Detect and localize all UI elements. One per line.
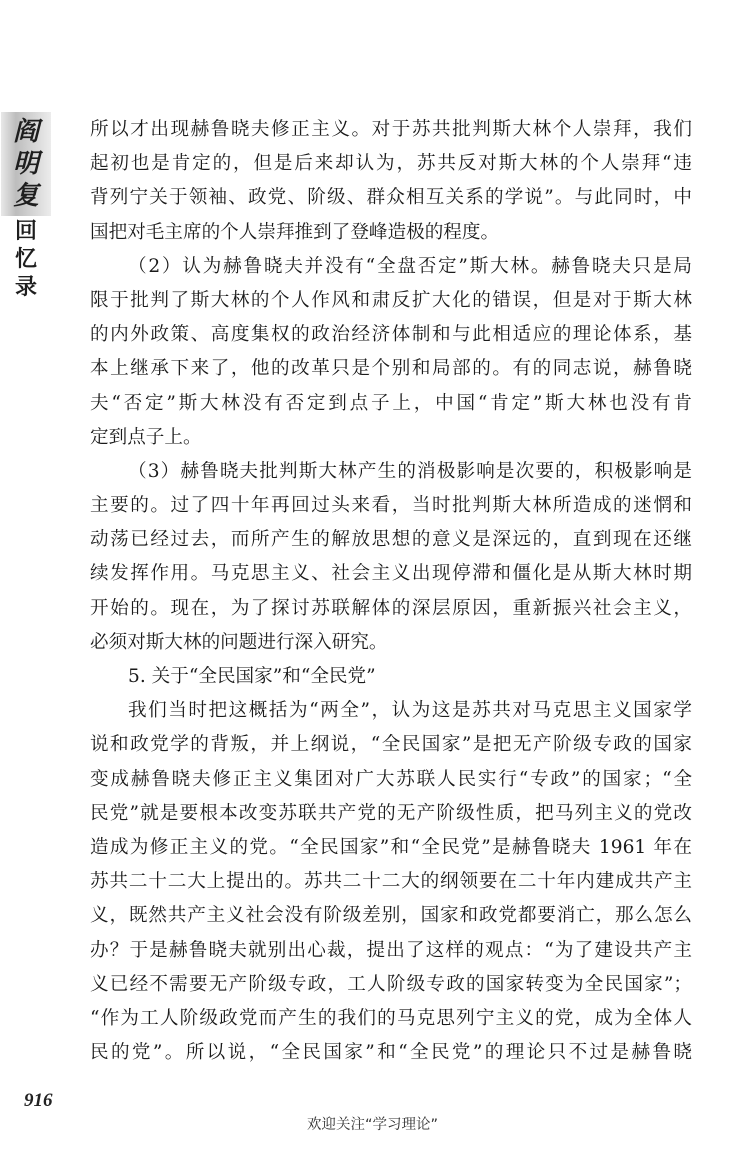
text-line: 续发挥作用。马克思主义、社会主义出现停滞和僵化是从斯大林时期 xyxy=(90,563,692,585)
text-line: 的内外政策、高度集权的政治经济体制和与此相适应的理论体系，基 xyxy=(90,324,692,346)
text-line: 义已经不需要无产阶级专政，工人阶级专政的国家转变为全民国家”； xyxy=(90,973,692,995)
text-line: 本上继承下来了，他的改革只是个别和局部的。有的同志说，赫鲁晓 xyxy=(90,358,692,380)
memoir-char-1: 回 xyxy=(14,219,37,244)
text-line: 办？于是赫鲁晓夫就别出心裁，提出了这样的观点：“为了建设共产主 xyxy=(90,939,692,961)
text-line: 起初也是肯定的，但是后来却认为，苏共反对斯大林的个人崇拜“违 xyxy=(90,153,692,175)
side-book-title xyxy=(0,112,52,302)
section-heading: 5. 关于“全民国家”和“全民党” xyxy=(128,666,376,687)
text-line: 民党”就是要根本改变苏联共产党的无产阶级性质，把马列主义的党改 xyxy=(90,802,692,824)
author-char-3: 复 xyxy=(12,181,39,211)
memoir-char-3: 录 xyxy=(14,275,37,300)
author-char-2: 明 xyxy=(12,149,39,179)
text-line: 说和政党学的背叛，并上纲说，“全民国家”是把无产阶级专政的国家 xyxy=(90,734,692,756)
text-line: “作为工人阶级政党而产生的我们的马克思列宁主义的党，成为全体人 xyxy=(90,1007,692,1029)
memoir-char-2: 忆 xyxy=(14,247,37,272)
text-line: 开始的。现在，为了探讨苏联解体的深层原因，重新振兴社会主义， xyxy=(90,597,692,619)
text-line: 所以才出现赫鲁晓夫修正主义。对于苏共批判斯大林个人崇拜，我们 xyxy=(90,119,692,140)
page-number: 916 xyxy=(24,1090,53,1111)
text-line: 苏共二十二大上提出的。苏共二十二大的纲领要在二十年内建成共产主 xyxy=(90,871,692,893)
author-name-brush-block xyxy=(1,112,51,216)
text-line: 我们当时把这概括为“两全”，认为这是苏共对马克思主义国家学 xyxy=(128,700,692,722)
text-line: 主要的。过了四十年再回过头来看，当时批判斯大林所造成的迷惘和 xyxy=(90,495,692,517)
text-line: 变成赫鲁晓夫修正主义集团对广大苏联人民实行“专政”的国家；“全 xyxy=(90,768,692,790)
text-line: 义，既然共产主义社会没有阶级差别，国家和政党都要消亡，那么怎么 xyxy=(90,905,692,927)
body-text xyxy=(90,113,692,1070)
text-line: 定到点子上。 xyxy=(90,426,202,448)
text-line: （3）赫鲁晓夫批判斯大林产生的消极影响是次要的，积极影响是 xyxy=(128,460,692,482)
text-line: 背列宁关于领袖、政党、阶级、群众相互关系的学说”。与此同时，中 xyxy=(90,187,692,209)
text-line: （2）认为赫鲁晓夫并没有“全盘否定”斯大林。赫鲁晓夫只是局 xyxy=(128,255,692,277)
memoir-label xyxy=(15,218,37,302)
text-line: 造成为修正主义的党。“全民国家”和“全民党”是赫鲁晓夫 1961 年在 xyxy=(90,836,692,858)
footer-note: 欢迎关注“学习理论” xyxy=(306,1117,439,1133)
text-line: 动荡已经过去，而所产生的解放思想的意义是深远的，直到现在还继 xyxy=(90,529,692,551)
text-line: 夫“否定”斯大林没有否定到点子上，中国“肯定”斯大林也没有肯 xyxy=(90,392,692,414)
text-line: 限于批判了斯大林的个人作风和肃反扩大化的错误，但是对于斯大林 xyxy=(90,289,692,311)
author-char-1: 阎 xyxy=(12,117,39,147)
text-line: 国把对毛主席的个人崇拜推到了登峰造极的程度。 xyxy=(90,221,500,243)
text-line: 必须对斯大林的问题进行深入研究。 xyxy=(90,631,388,653)
text-line: 民的党”。所以说，“全民国家”和“全民党”的理论只不过是赫鲁晓 xyxy=(90,1042,692,1064)
